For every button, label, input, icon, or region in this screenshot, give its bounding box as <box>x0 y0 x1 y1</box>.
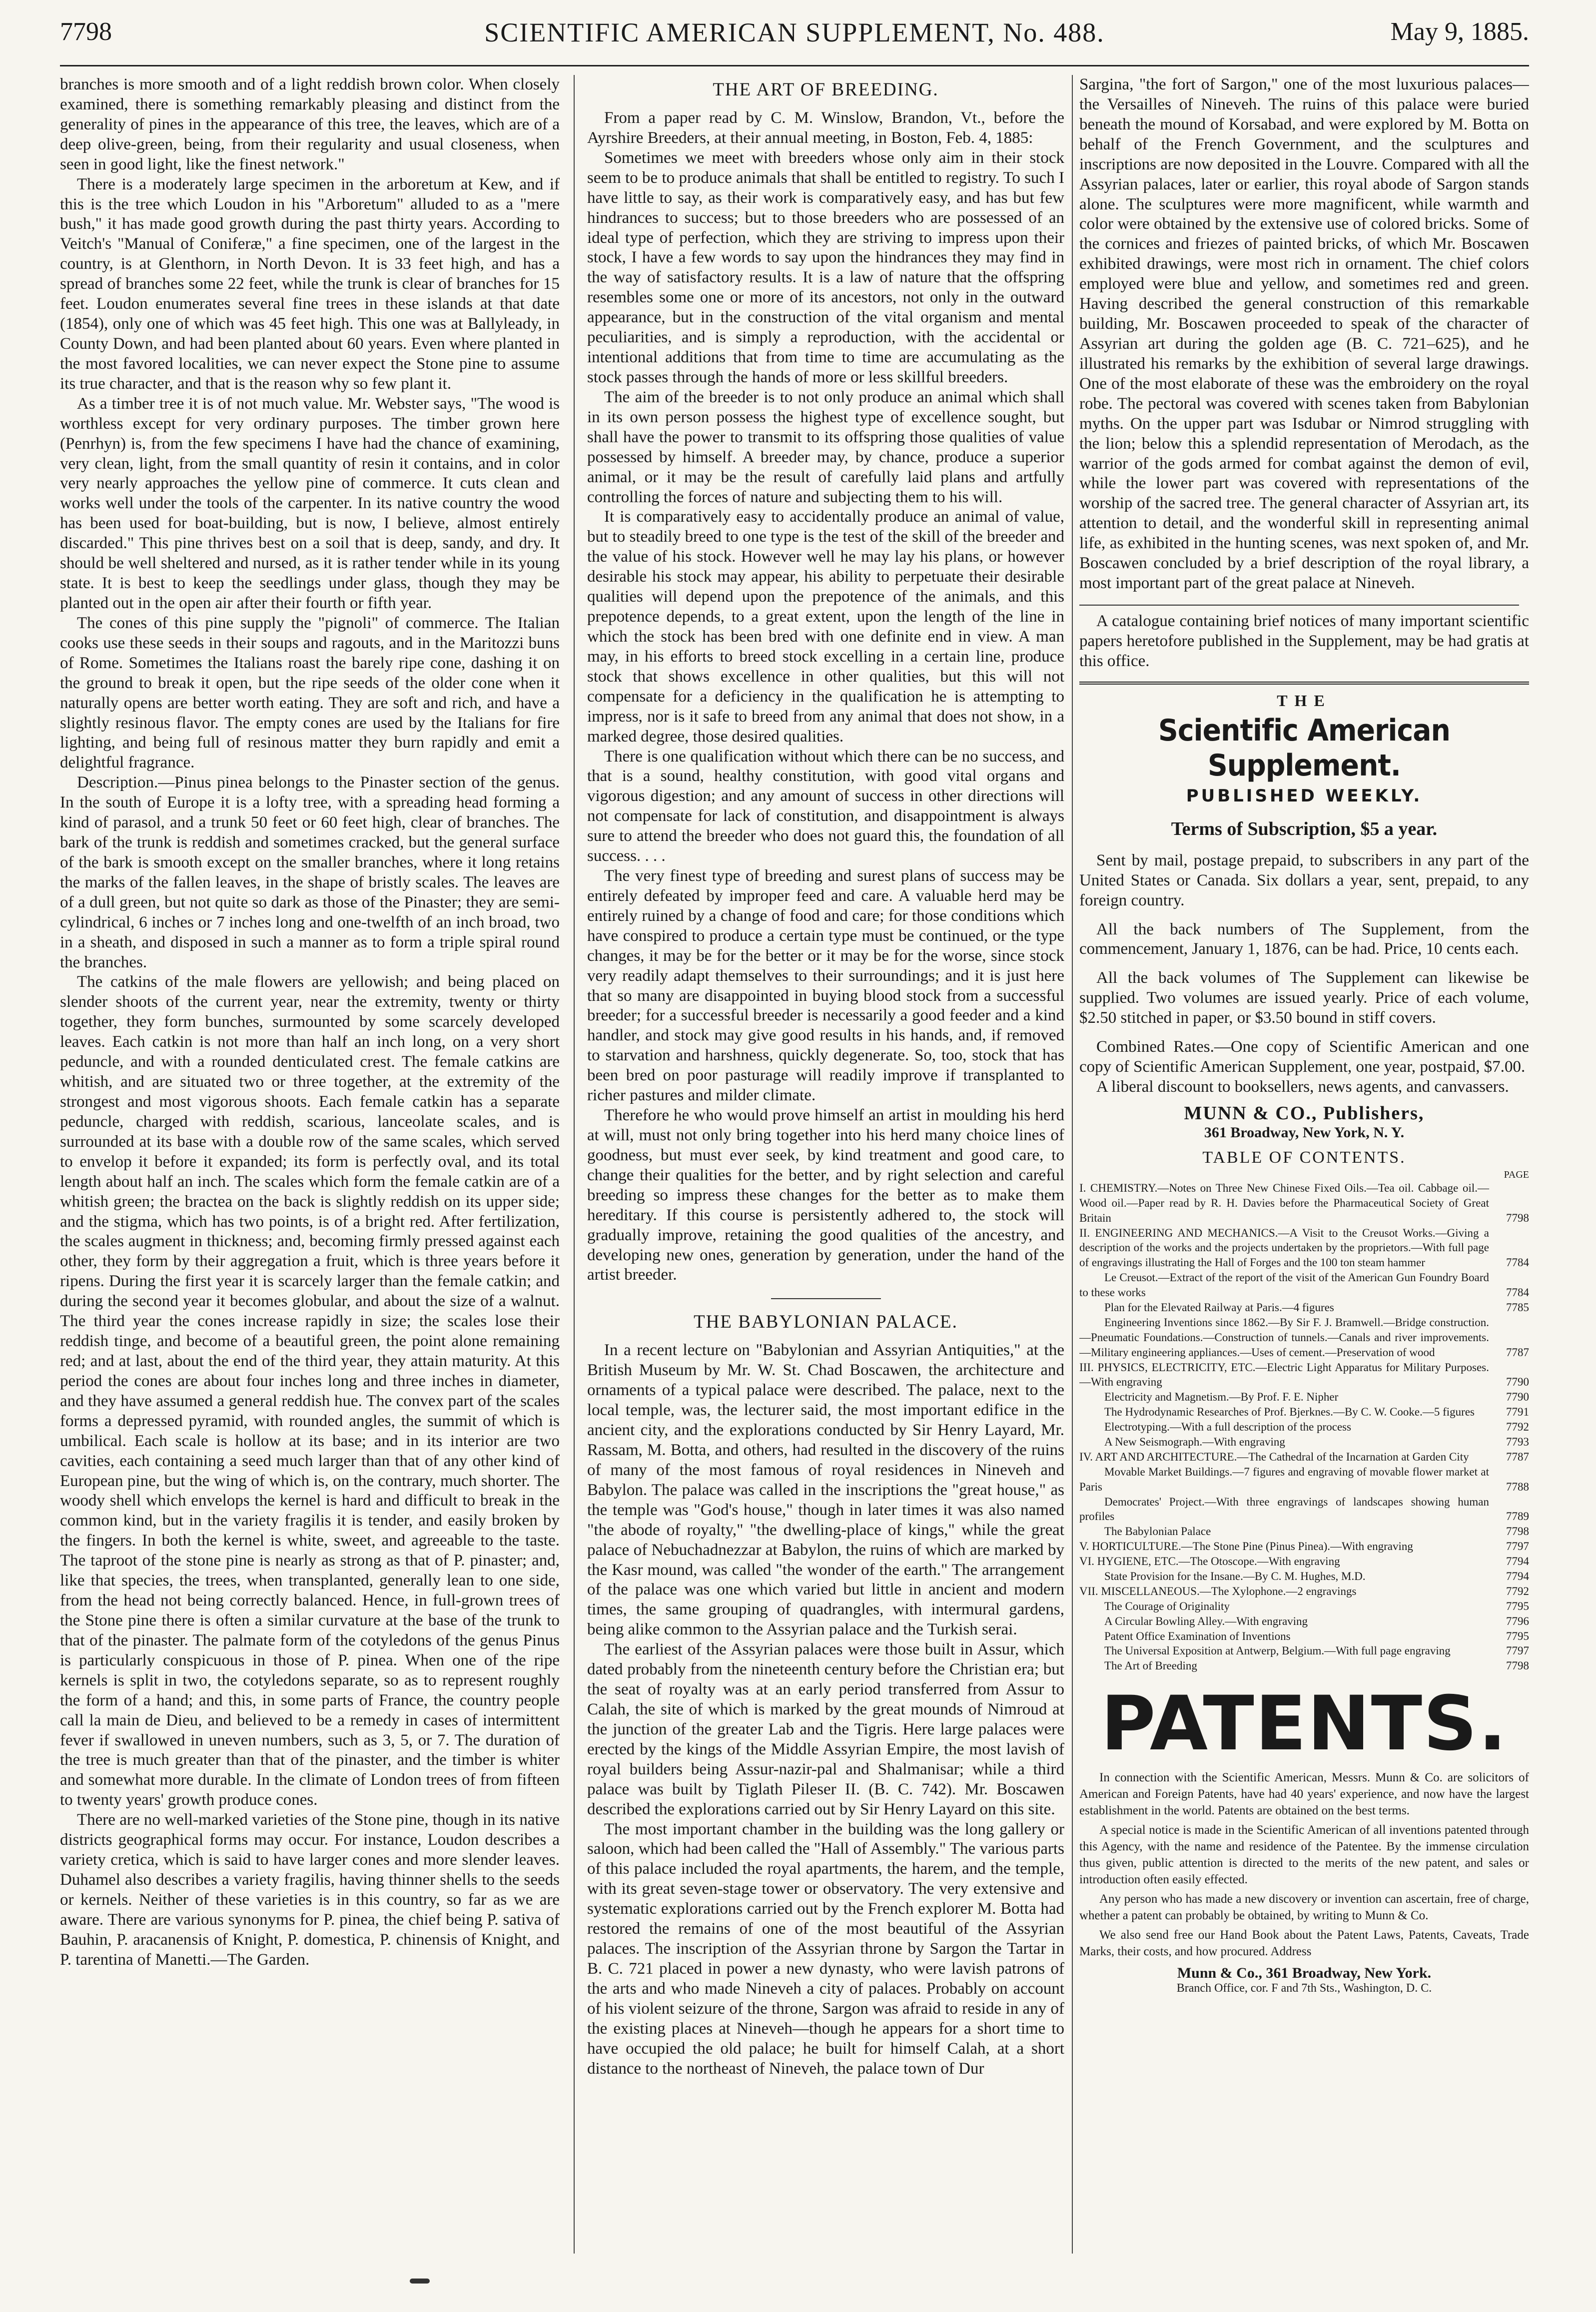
toc-entry-page: 7784 <box>1506 1286 1529 1299</box>
column-divider <box>574 75 575 2254</box>
toc-entry <box>1079 1390 1529 1405</box>
toc-entry <box>1079 1584 1529 1599</box>
article-title-babylon: THE BABYLONIAN PALACE. <box>694 1312 958 1333</box>
toc-entry-text: Patent Office Examination of Inventions <box>1104 1629 1291 1642</box>
toc-entry-text: VI. HYGIENE, ETC.—The Otoscope.—With engraving <box>1079 1555 1340 1568</box>
journal-title: SCIENTIFIC AMERICAN SUPPLEMENT, No. 488. <box>484 17 1105 47</box>
toc-entry-page: 7790 <box>1506 1376 1529 1389</box>
paragraph: There is one qualification without which there can be no success, and that is a sound, healthy constitution, with good vital organs and vigorous digestion; and any amount of success in other directions will not compensate for lack of constitution, and disappointment is always sure to attend the breeder who does not guard this, the foundation of all success. . . . <box>587 747 1064 865</box>
toc-entry-text: II. ENGINEERING AND MECHANICS.—A Visit to the Creusot Works.—Giving a description of the works and the projects undertaken by the proprietors.—With full page of engravings illustrating the Hall of Forges and the 100 ton steam hammer <box>1079 1226 1489 1269</box>
toc-entry-text: A Circular Bowling Alley.—With engraving <box>1104 1614 1308 1627</box>
toc-entry-text: Plan for the Elevated Railway at Paris.—4 figures <box>1104 1301 1334 1314</box>
page-header <box>60 10 1529 65</box>
toc-entry <box>1079 1554 1529 1569</box>
printer-mark <box>410 2279 430 2284</box>
page-number: 7798 <box>60 17 112 46</box>
toc-entry <box>1079 1465 1529 1495</box>
toc-entry-page: 7795 <box>1506 1599 1529 1612</box>
toc-entry-page: 7791 <box>1506 1406 1529 1419</box>
toc-entry-text: Democrates' Project.—With three engravings of landscapes showing human profiles <box>1079 1495 1489 1523</box>
toc-entry <box>1079 1629 1529 1644</box>
toc-page-label: PAGE <box>1504 1169 1529 1180</box>
masthead-the: THE <box>1277 691 1332 710</box>
toc-entry-text: I. CHEMISTRY.—Notes on Three New Chinese Fixed Oils.—Tea oil. Cabbage oil.—Wood oil.—Paper read by R. H. Davies before the Pharmaceutical Society of Great Britain <box>1079 1181 1489 1224</box>
toc-entry-page: 7798 <box>1506 1211 1529 1224</box>
paragraph: The aim of the breeder is to not only produce an animal which shall in its own person possess the highest type of excellence sought, but shall have the power to transmit to its offspring those qualities of value possessed by himself. A breeder may, by chance, produce a superior animal, or it may be the result of carefully laid plans and artfully controlling the forces of nature and subjecting them to his will. <box>587 388 1064 506</box>
toc-entry-text: Engineering Inventions since 1862.—By Sir F. J. Bramwell.—Bridge construction.—Pneumatic Foundations.—Construction of tunnels.—Canals and river improvements.—Military engineering appliances.—Uses of cement.—Preservation of wood <box>1079 1316 1489 1359</box>
publisher-address: 361 Broadway, New York, N. Y. <box>1204 1124 1405 1141</box>
toc-entry-page: 7797 <box>1506 1644 1529 1657</box>
paragraph: Sometimes we meet with breeders whose only aim in their stock seem to be to produce animals that shall be entitled to registry. To such I have little to say, as their work is comparatively easy, and has but few hindrances to success; but to those breeders who are possessed of an ideal type of perfection, which they are striving to impress upon their stock, I have a few words to say upon the hindrances they may find in the way of satisfactory results. It is a law of nature that the offspring resembles some one or more of its ancestors, not only in the outward appearance, but in the construction of the vital organism and mental peculiarities, and is simply a reproduction, with the accidental or intentional additions that from time to time are accumulating as the stock passes through the hands of more or less skillful breeders. <box>587 148 1064 386</box>
column-breeding-babylon <box>587 75 1064 2249</box>
paragraph: All the back volumes of The Supplement can likewise be supplied. Two volumes are issued yearly. Price of each volume, $2.50 stitched in paper, or $3.50 bound in stiff covers. <box>1079 969 1529 1027</box>
toc-entry-text: Electrotyping.—With a full description of the process <box>1104 1421 1352 1434</box>
toc-entry-text: A New Seismograph.—With engraving <box>1104 1436 1285 1449</box>
patents-signature: Munn & Co., 361 Broadway, New York. <box>1177 1965 1432 1982</box>
toc-entry-text: IV. ART AND ARCHITECTURE.—The Cathedral of the Incarnation at Garden City <box>1079 1450 1469 1463</box>
branch-office: Branch Office, cor. F and 7th Sts., Washington, D. C. <box>1176 1982 1432 1995</box>
box-rule <box>1079 682 1529 685</box>
toc-entry-page: 7792 <box>1506 1584 1529 1597</box>
toc-entry <box>1079 1614 1529 1629</box>
toc-entry-text: The Babylonian Palace <box>1104 1525 1211 1538</box>
paragraph: It is comparatively easy to accidentally produce an animal of value, but to steadily breed to one type is the test of the skill of the breeder and the value of his stock. However well he may lay his plans, or however desirable his stock may appear, his ability to perpetuate their desirable qualities will depend upon the prepotence of the animals, and this prepotence depends, to a great extent, upon the length of the line in which the stock has been bred with one definite end in view. A man may, in his efforts to breed stock excelling in a certain line, produce stock that shows excellence in other qualities, but this will not compensate for a deficiency in the qualification he is attempting to impress, nor is it safe to breed from any animal that does not show, in a marked degree, those desired qualities. <box>587 508 1064 746</box>
catalogue-note: A catalogue containing brief notices of many important scientific papers heretofore published in the Supplement, may be had gratis at this office. <box>1079 612 1529 670</box>
column-divider <box>1072 75 1073 2254</box>
paragraph: The very finest type of breeding and surest plans of success may be entirely defeated by improper feed and care. A valuable herd may be entirely ruined by a change of food and care; for those conditions which have conspired to produce a certain type must be continued, or the type changes, it may be for the better or it may be for the worse, since stock very readily adapt themselves to their surroundings; and it is just here that so many are disappointed in buying blood stock from a successful breeder; for a successful breeder is necessarily a good feeder and a kind handler, and stock may give good results in his hands, and, if removed to starvation and harshness, quickly degenerate. So, too, stock that has been bred on poor pasturage will readily improve if transplanted to richer pastures and milder climate. <box>587 867 1064 1105</box>
toc-entry-page: 7785 <box>1506 1301 1529 1314</box>
paragraph: From a paper read by C. M. Winslow, Brandon, Vt., before the Ayrshire Breeders, at their annual meeting, in Boston, Feb. 4, 1885: <box>587 109 1064 147</box>
paragraph: The earliest of the Assyrian palaces were those built in Assur, which dated probably from the nineteenth century before the Christian era; but the seat of royalty was at an early period transferred from Assur to Calah, the site of which is marked by the great mounds of Nimroud at the junction of the greater Lab and the Tigris. Here large palaces were erected by the kings of the Middle Assyrian Empire, the most lavish of royal builders being Assur-nazir-pal and Shalmanisar; while a third palace was built by Tiglath Pileser II. (B. C. 742). Mr. Boscawen described the explorations carried out by Sir Henry Layard on this site. <box>587 1640 1064 1818</box>
toc-entry-text: The Hydrodynamic Researches of Prof. Bjerknes.—By C. W. Cooke.—5 figures <box>1104 1406 1475 1419</box>
paragraph: We also send free our Hand Book about the Patent Laws, Patents, Caveats, Trade Marks, their costs, and how procured. Address <box>1079 1928 1529 1959</box>
toc-entry-text: Electricity and Magnetism.—By Prof. F. E. Nipher <box>1104 1391 1339 1404</box>
toc-title: TABLE OF CONTENTS. <box>1202 1148 1406 1167</box>
toc-entry <box>1079 1524 1529 1539</box>
toc-entry <box>1079 1420 1529 1435</box>
paragraph: In a recent lecture on "Babylonian and Assyrian Antiquities," at the British Museum by Mr. W. St. Chad Boscawen, the architecture and ornaments of a typical palace were described. The palace, next to the local temple, was, the lecturer said, the most important edifice in the ancient city, and the explorations conducted by Sir Henry Layard, Mr. Rassam, M. Botta, and others, had resulted in the discovery of the ruins of many of the most famous of royal residences in Nineveh and Babylon. The palace was called in the inscriptions the "great house," as the temple was "God's house," though in later times it was also named "the abode of royalty," "the dwelling-place of kings," while the great palace of Nebuchadnezzar at Babylon, the ruins of which are marked by the Kasr mound, was called "the wonder of the earth." The arrangement of the palace was one which varied but little in ancient and modern times, the same grouping of quadrangles, with intermural gardens, being alike common to the Assyrian palace and the Turkish serai. <box>587 1341 1064 1639</box>
paragraph: A liberal discount to booksellers, news agents, and canvassers. <box>1096 1077 1509 1096</box>
toc-entry <box>1079 1315 1529 1360</box>
publisher-name: MUNN & CO., Publishers, <box>1184 1102 1425 1124</box>
toc-entry <box>1079 1569 1529 1584</box>
section-rule <box>771 1298 881 1299</box>
paragraph: Any person who has made a new discovery or invention can ascertain, free of charge, whether a patent can probably be obtained, by writing to Munn & Co. <box>1079 1892 1529 1923</box>
toc-entry-page: 7793 <box>1506 1436 1529 1449</box>
paragraph: There are no well-marked varieties of the Stone pine, though in its native districts geographical forms may occur. For instance, Loudon describes a variety cretica, which is said to have larger cones and more slender leaves. Duhamel also describes a variety fragilis, having thinner shells to the seeds or kernels. Neither of these varieties is in this country, so far as we are aware. There are various synonyms for P. pinea, the chief being P. sativa of Bauhin, P. aracanensis of Knight, P. domestica, P. chinensis of Knight, and P. tarentina of Manetti.—The Garden. <box>60 1811 560 1969</box>
toc-entry-page: 7787 <box>1506 1450 1529 1463</box>
patents-heading: PATENTS. <box>1100 1680 1508 1768</box>
toc-entry <box>1079 1450 1529 1465</box>
toc-entry-text: Le Creusot.—Extract of the report of the visit of the American Gun Foundry Board to these works <box>1079 1271 1489 1299</box>
patents-notice <box>1079 1769 1529 1960</box>
toc-entry <box>1079 1270 1529 1300</box>
table-of-contents <box>1079 1181 1529 1673</box>
subscription-terms: Terms of Subscription, $5 a year. <box>1171 818 1438 839</box>
toc-entry <box>1079 1643 1529 1658</box>
toc-entry-page: 7788 <box>1506 1480 1529 1493</box>
masthead-name: Scientific American Supplement. <box>1158 713 1450 783</box>
header-rule <box>60 65 1529 66</box>
toc-entry <box>1079 1599 1529 1614</box>
paragraph: branches is more smooth and of a light reddish brown color. When closely examined, there is something remarkably pleasing and distinct from the generality of pines in the appearance of this tree, the leaves, which are of a deep olive-green, being, from their regularity and usual closeness, when seen in good light, like the finest network." <box>60 75 560 173</box>
toc-entry-page: 7797 <box>1506 1540 1529 1553</box>
paragraph: Description.—Pinus pinea belongs to the Pinaster section of the genus. In the south of Europe it is a lofty tree, with a spreading head forming a kind of parasol, and a trunk 50 feet or 60 feet high, clear of branches. The bark of the trunk is reddish and sometimes cracked, but the general surface of the bark is smooth except on the smaller branches, where it long retains the marks of the fallen leaves, in the shape of bristly scales. The leaves are of a dull green, but not quite so dark as those of the Pinaster; they are semi-cylindrical, 6 inches or 7 inches long and one-twelfth of an inch broad, two in a sheath, and disposed in such a manner as to form a triple spiral round the branches. <box>60 773 560 971</box>
column-stone-pine <box>60 75 560 2249</box>
paragraph: All the back numbers of The Supplement, from the commencement, January 1, 1876, can be had. Price, 10 cents each. <box>1079 920 1529 958</box>
paragraph: In connection with the Scientific American, Messrs. Munn & Co. are solicitors of American and Foreign Patents, have had 40 years' experience, and now have the largest establishment in the world. Patents are obtained on the best terms. <box>1079 1771 1529 1818</box>
toc-entry-text: VII. MISCELLANEOUS.—The Xylophone.—2 engravings <box>1079 1584 1357 1597</box>
toc-entry-text: The Universal Exposition at Antwerp, Belgium.—With full page engraving <box>1104 1644 1451 1657</box>
toc-entry-page: 7787 <box>1506 1346 1529 1359</box>
paragraph: Sargina, "the fort of Sargon," one of the most luxurious palaces—the Versailles of Nineveh. The ruins of this palace were buried beneath the mound of Korsabad, and were explored by M. Botta on behalf of the French Government, and the sculptures and inscriptions are now deposited in the Louvre. Compared with all the Assyrian palaces, later or earlier, this royal abode of Sargon stands alone. The sculptures were more magnificent, while warmth and color were obtained by the extensive use of colored bricks. Some of the cornices and friezes of painted bricks, of which Mr. Boscawen exhibited drawings, were most rich in ornament. The chief colors employed were blue and yellow, and sometimes red and green. Having described the general construction of this remarkable building, Mr. Boscawen proceeded to speak of the character of Assyrian art during the golden age (B. C. 721–625), and he illustrated his remarks by the exhibition of several large drawings. One of the most elaborate of these was the embroidery on the royal robe. The pectoral was covered with scenes taken from Babylonian myths. On the upper part was Isdubar or Nimrod struggling with the lion; below this a splendid representation of Merodach, as the warrior of the gods armed for combat against the demon of evil, while the lower part was covered with representations of the worship of the sacred tree. The general character of Assyrian art, its attention to detail, and the wonderful skill in representing animal life, as exhibited in the hunting scenes, was next spoken of, and Mr. Boscawen concluded by a brief description of the royal library, a most important part of the great palace at Nineveh. <box>1079 75 1529 593</box>
article-title-breeding: THE ART OF BREEDING. <box>713 79 939 100</box>
toc-entry-page: 7790 <box>1506 1391 1529 1404</box>
paragraph: Therefore he who would prove himself an artist in moulding his herd at will, must not only bring together into his herd many choice lines of goodness, but must ever seek, by kind treatment and good care, to change their qualities for the better, and by right selection and careful breeding so impress these changes for the better as to make them hereditary. If this course is persistently adhered to, the stock will gradually improve, retaining the good qualities of the ancestry, and developing new ones, generation by generation, under the hand of the artist breeder. <box>587 1106 1064 1284</box>
paragraph: The cones of this pine supply the "pignoli" of commerce. The Italian cooks use these seeds in their soups and ragouts, and in the Maritozzi buns of Rome. Sometimes the Italians roast the barely ripe cone, dashing it on the ground to break it open, but the ripe seeds of the older cone when it naturally opens are better worth eating. They are soft and rich, and have a slightly resinous flavor. The empty cones are used by the Italians for fire lighting, and being full of resinous matter they burn rapidly and emit a delightful fragrance. <box>60 614 560 772</box>
paragraph: The catkins of the male flowers are yellowish; and being placed on slender shoots of the current year, near the extremity, twenty or thirty together, they form bunches, surmounted by some scarcely developed leaves. Each catkin is not more than half an inch long, on a very short peduncle, and with a rounded denticulated crest. The female catkins are whitish, and are situated two or three together, at the extremity of the strongest and most vigorous shoots. Each female catkin has a separate peduncle, charged with reddish, scarious, lanceolate scales, and is surrounded at its base with a double row of the same scales, which served to envelop it before it expanded; its form is perfectly oval, and its total length about half an inch. The scales which form the female catkin are of a whitish green; the bractea on the back is slightly reddish on its upper side; and the stigma, which has two points, is of a bright red. After fertilization, the scales augment in thickness; and, becoming firmly pressed against each other, they form by their aggregation a fruit, which is three years before it ripens. During the first year it is scarcely larger than the female catkin; and during the second year it becomes globular, and about the size of a walnut. The third year the cones increase rapidly in size; the scales lose their reddish tinge, and become of a beautiful green, the point alone remaining red; and at last, about the end of the third year, they attain maturity. At this period the cones are about four inches long and three inches in diameter, and they have assumed a general reddish hue. The convex part of the scales forms a depressed pyramid, with rounded angles, the summit of which is umbilical. Each scale is hollow at its base; and in its interior are two cavities, each containing a seed much larger than that of any other kind of European pine, but the wing of which is, on the contrary, much shorter. The woody shell which envelops the kernel is hard and difficult to break in the common kind, but in the variety fragilis it is tender, and easily broken by the fingers. In both the kernel is white, sweet, and agreeable to the taste. The taproot of the stone pine is nearly as strong as that of P. pinaster; and, like that species, the trees, when transplanted, generally lean to one side, from the head not being correctly balanced. Hence, in full-grown trees of the Stone pine there is often a similar curvature at the base of the trunk to that of the pinaster. The palmate form of the cotyledons of the genus Pinus is particularly conspicuous in those of P. pinea. When one of the ripe kernels is split in two, the cotyledons separate, so as to represent roughly the form of a hand; and this, in some parts of France, the country people call la main de Dieu, and believed to be a remedy in cases of intermittent fever if swallowed in uneven numbers, such as 3, 5, or 7. The duration of the tree is much greater than that of the pinaster, and the timber is whiter and somewhat more durable. In the climate of London trees of from fifteen to twenty years' growth produce cones. <box>60 973 560 1809</box>
toc-entry-page: 7798 <box>1506 1525 1529 1538</box>
published-weekly: PUBLISHED WEEKLY. <box>1186 785 1423 806</box>
issue-date: May 9, 1885. <box>1390 17 1529 46</box>
toc-entry-page: 7795 <box>1506 1629 1529 1642</box>
column-right <box>1079 75 1529 2249</box>
toc-entry-text: The Art of Breeding <box>1104 1659 1197 1672</box>
paragraph: As a timber tree it is of not much value. Mr. Webster says, "The wood is worthless except for very ordinary purposes. The timber grown here (Penrhyn) is, from the few specimens I have had the chance of examining, very clean, light, from the small quantity of resin it contains, and in color very nearly approaches the yellow pine of commerce. It cuts clean and works well under the tools of the carpenter. In its native country the wood has been used for boat-building, but is now, I believe, almost entirely discarded." This pine thrives best on a soil that is deep, sandy, and dry. It should be well sheltered and nursed, as it is rather tender while in its young state. It is best to keep the seedlings under glass, though they may be planted out in the open air after their fourth or fifth year. <box>60 394 560 612</box>
toc-entry <box>1079 1360 1529 1390</box>
paragraph: A special notice is made in the Scientific American of all inventions patented through this Agency, with the name and residence of the Patentee. By the immense circulation thus given, public attention is directed to the merits of the new patent, and sales or introduction often easily effected. <box>1079 1823 1529 1887</box>
toc-entry-page: 7789 <box>1506 1510 1529 1523</box>
toc-entry <box>1079 1435 1529 1450</box>
paragraph: Sent by mail, postage prepaid, to subscribers in any part of the United States or Canada. Six dollars a year, sent, prepaid, to any foreign country. <box>1079 851 1529 909</box>
toc-entry-page: 7794 <box>1506 1570 1529 1583</box>
toc-entry-text: V. HORTICULTURE.—The Stone Pine (Pinus Pinea).—With engraving <box>1079 1540 1413 1553</box>
paragraph: There is a moderately large specimen in the arboretum at Kew, and if this is the tree which Loudon in his "Arboretum" alluded to as a "mere bush," it has made good growth during the past thirty years. According to Veitch's "Manual of Coniferæ," a fine specimen, one of the largest in the country, is at Glenthorn, in North Devon. It is 33 feet high, and has a spread of branches some 22 feet, while the trunk is clear of branches for 15 feet. Loudon enumerates several fine trees in these islands at that date (1854), only one of which was 45 feet high. This one was at Ballyleady, in County Down, and had been planted about 60 years. Even where planted in the most favored localities, we can never expect the Stone pine to assume its true character, and that is the reason why so few plant it. <box>60 175 560 393</box>
toc-entry-page: 7792 <box>1506 1421 1529 1434</box>
section-rule <box>1079 605 1519 606</box>
toc-entry <box>1079 1181 1529 1226</box>
toc-entry-text: Movable Market Buildings.—7 figures and engraving of movable flower market at Paris <box>1079 1465 1489 1493</box>
paragraph: The most important chamber in the building was the long gallery or saloon, which had been called the "Hall of Assembly." The various parts of this palace included the royal apartments, the harem, and the temple, with its great seven-stage tower or observatory. The very extensive and systematic explorations carried out by the French explorer M. Botta had restored the remains of one of the most beautiful of the Assyrian palaces. The inscription of the Assyrian throne by Sargon the Tartar in B. C. 721 placed in power a new dynasty, who were lavish patrons of the arts and who made Nineveh a city of palaces. Probably on account of his violent seizure of the throne, Sargon was afraid to reside in any of the existing places at Nineveh—though he appears for a short time to have occupied the old palace; he built for himself Calah, at a short distance to the northeast of Nineveh, the palace town of Dur <box>587 1820 1064 2078</box>
toc-entry-page: 7784 <box>1506 1256 1529 1269</box>
toc-entry <box>1079 1300 1529 1315</box>
toc-entry-page: 7798 <box>1506 1659 1529 1672</box>
toc-entry <box>1079 1226 1529 1271</box>
toc-entry <box>1079 1658 1529 1673</box>
toc-entry-page: 7794 <box>1506 1555 1529 1568</box>
toc-entry-text: State Provision for the Insane.—By C. M. Hughes, M.D. <box>1104 1570 1366 1583</box>
toc-entry <box>1079 1495 1529 1525</box>
paragraph: Combined Rates.—One copy of Scientific American and one copy of Scientific American Supplement, one year, postpaid, $7.00. <box>1079 1038 1529 1076</box>
toc-entry-text: The Courage of Originality <box>1104 1599 1230 1612</box>
toc-entry <box>1079 1405 1529 1420</box>
toc-entry-text: III. PHYSICS, ELECTRICITY, ETC.—Electric Light Apparatus for Military Purposes.—With engraving <box>1079 1361 1489 1389</box>
toc-entry <box>1079 1539 1529 1554</box>
toc-entry-page: 7796 <box>1506 1614 1529 1627</box>
